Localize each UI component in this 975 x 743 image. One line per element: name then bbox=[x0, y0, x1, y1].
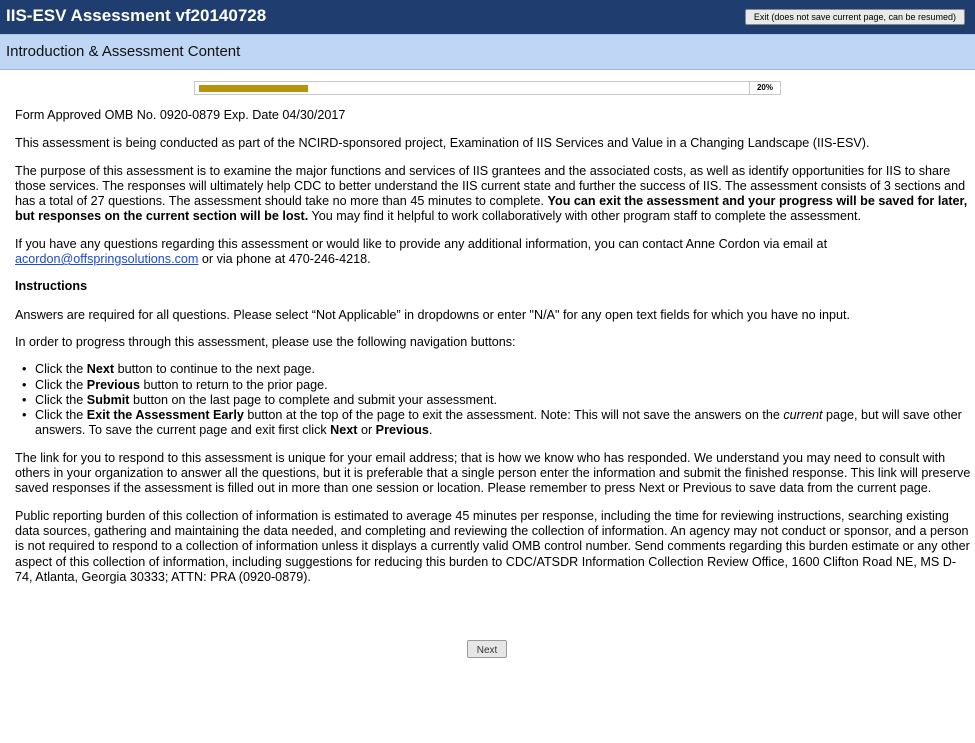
main-content bbox=[15, 108, 972, 597]
progress-bar bbox=[194, 81, 780, 95]
instructions-heading: Instructions bbox=[15, 279, 88, 294]
section-header bbox=[0, 34, 975, 70]
list-item: • Click the Exit the Assessment Early button at the top of the page to exit the assessment. Note: This will not save the answers on the current page, but will save other answers. To save the current page and exit first click Next or Previous. bbox=[22, 408, 962, 438]
app-title: IIS-ESV Assessment vf20140728 bbox=[6, 6, 267, 25]
purpose-text: The purpose of this assessment is to examine the major functions and services of IIS grantees and the associated costs, as well as identify opportunities for IIS to share those services. The responses will ultimately help CDC to better understand the IIS current state and further the success of IIS. The assessment consists of 3 sections and has a total of 27 questions. The assessment should take no more than 45 minutes to complete. bbox=[15, 163, 966, 209]
section-title: Introduction & Assessment Content bbox=[6, 43, 241, 60]
contact-phone-text: or via phone at 470-246-4218. bbox=[198, 252, 371, 267]
contact-text: If you have any questions regarding this assessment or would like to provide any additional information, you can contact Anne Cordon via email at bbox=[15, 236, 828, 251]
intro-paragraph: This assessment is being conducted as part of the NCIRD-sponsored project, Examination of IIS Services and Value in a Changing Landscape (IIS-ESV). bbox=[15, 136, 870, 151]
title-bar bbox=[0, 0, 975, 34]
progress-fill bbox=[199, 85, 308, 92]
purpose-bold: You can exit the assessment and your progress will be saved for later, but responses on the current section will be lost. bbox=[15, 194, 968, 224]
link-note-paragraph: The link for you to respond to this assessment is unique for your email address; that is how we know who has responded. We understand you may need to consult with others in your organization to answer all the questions, but it is preferable that a single person enter the information and submit the finished response. This link will preserve saved responses if the assessment is filled out in more than one session or location. Please remember to press Next or Previous to save data from the current page. bbox=[15, 450, 971, 496]
progress-track bbox=[194, 81, 750, 95]
instructions-required: Answers are required for all questions. Please select “Not Applicable” in dropdowns or enter "N/A" for any open text fields for which you have no input. bbox=[15, 307, 850, 322]
exit-assessment-button[interactable]: Exit (does not save current page, can be resumed) bbox=[745, 9, 965, 25]
navigation-instructions-list bbox=[15, 362, 972, 438]
instructions-nav-intro: In order to progress through this assessment, please use the following navigation buttons: bbox=[15, 334, 516, 349]
list-item: • Click the Previous button to return to the prior page. bbox=[22, 377, 328, 392]
purpose-paragraph bbox=[15, 164, 972, 225]
progress-percent-label: 20% bbox=[749, 81, 781, 95]
list-item: • Click the Next button to continue to the next page. bbox=[22, 362, 316, 377]
list-item: • Click the Submit button on the last page to complete and submit your assessment. bbox=[22, 392, 498, 407]
purpose-text-end: You may find it helpful to work collaboratively with other program staff to complete the assessment. bbox=[308, 209, 861, 224]
omb-notice: Form Approved OMB No. 0920-0879 Exp. Date 04/30/2017 bbox=[15, 108, 346, 122]
next-button[interactable]: Next bbox=[467, 640, 507, 658]
burden-statement: Public reporting burden of this collection of information is estimated to average 45 minutes per response, including the time for reviewing instructions, searching existing data sources, gathering and maintaining the data needed, and completing and reviewing the collection of information. An agency may not conduct or sponsor, and a person is not required to respond to a collection of information unless it displays a currently valid OMB control number. Send comments regarding this burden estimate or any other aspect of this collection of information, including suggestions for reducing this burden to CDC/ATSDR Information Collection Review Office, 1600 Clifton Road NE, MS D-74, Atlanta, Georgia 30333; ATTN: PRA (0920-0879). bbox=[15, 508, 970, 584]
contact-paragraph bbox=[15, 237, 972, 268]
contact-email-link[interactable]: acordon@offspringsolutions.com bbox=[15, 252, 199, 267]
